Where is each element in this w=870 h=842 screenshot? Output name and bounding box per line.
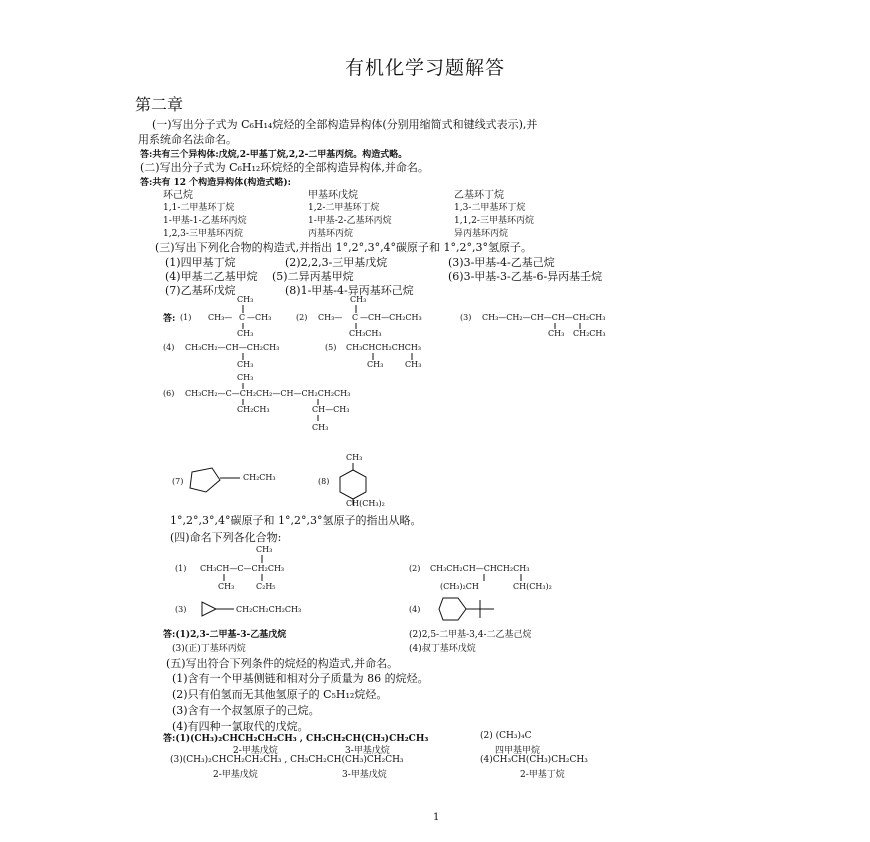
svg-text:CH₃: CH₃ bbox=[346, 453, 363, 462]
q4-answer-2: (2)2,5-二甲基-3,4-二乙基己烷 bbox=[409, 630, 532, 640]
svg-text:C: C bbox=[352, 313, 359, 322]
svg-text:CH₂CH₃: CH₂CH₃ bbox=[237, 405, 270, 414]
svg-text:CH₃CH₂—C—CH₂CH₂—CH—CH₂CH₂CH₃: CH₃CH₂—C—CH₂CH₂—CH—CH₂CH₂CH₃ bbox=[185, 389, 351, 398]
svg-text:CH₃: CH₃ bbox=[350, 295, 367, 304]
q5-answer-3-name: 2-甲基戊烷 bbox=[213, 770, 258, 780]
q2-header-3: 乙基环丁烷 bbox=[454, 190, 504, 201]
q2-cell: 1-甲基-2-乙基环丙烷 bbox=[308, 216, 392, 226]
formula-label-2: (2) bbox=[296, 313, 308, 322]
formula-label-8: (8) bbox=[318, 477, 330, 486]
q4-label-2: (2) bbox=[409, 564, 421, 573]
svg-text:CH₃—CH₂—CH—CH—CH₂CH₃: CH₃—CH₂—CH—CH—CH₂CH₃ bbox=[482, 313, 606, 322]
q2-cell: 1,1-二甲基环丁烷 bbox=[163, 203, 235, 213]
q5-answer-1-name: 2-甲基戊烷 bbox=[233, 746, 278, 756]
svg-text:(CH₃)₂CH: (CH₃)₂CH bbox=[440, 582, 479, 591]
q4-label-1: (1) bbox=[175, 564, 187, 573]
page-number: 1 bbox=[433, 812, 440, 823]
q2-prompt: (二)写出分子式为 C₆H₁₂环烷烃的全部构造异构体,并命名。 bbox=[140, 161, 429, 174]
svg-text:CH₃: CH₃ bbox=[237, 373, 254, 382]
svg-text:CH₂CH₂CH₂CH₃: CH₂CH₂CH₂CH₃ bbox=[236, 605, 302, 614]
q2-cell: 1,2,3-三甲基环丙烷 bbox=[163, 229, 243, 239]
q3-item: (2)2,2,3-三甲基戊烷 bbox=[285, 256, 388, 269]
q5-answer-2-name: 四甲基甲烷 bbox=[495, 746, 541, 756]
chapter-heading: 第二章 bbox=[135, 95, 184, 114]
q2-answer: 答:共有 12 个构造异构体(构造式略): bbox=[140, 178, 291, 188]
svg-text:CH₃—: CH₃— bbox=[318, 313, 343, 322]
svg-text:CH₃CHCH₂CHCH₃: CH₃CHCH₂CHCH₃ bbox=[346, 343, 422, 352]
q5-item: (2)只有伯氢而无其他氢原子的 C₅H₁₂烷烃。 bbox=[172, 688, 388, 701]
svg-text:CH₃: CH₃ bbox=[256, 545, 273, 554]
q5-prompt: (五)写出符合下列条件的烷烃的构造式,并命名。 bbox=[166, 657, 399, 670]
svg-text:CH₃: CH₃ bbox=[237, 295, 254, 304]
q3-item: (3)3-甲基-4-乙基己烷 bbox=[448, 256, 555, 269]
q5-answer-4-name: 2-甲基丁烷 bbox=[520, 770, 565, 780]
q3-prompt: (三)写出下列化合物的构造式,并指出 1°,2°,3°,4°碳原子和 1°,2°,3°氢原子。 bbox=[155, 241, 533, 254]
q4-label-3: (3) bbox=[175, 605, 187, 614]
q4-prompt: (四)命名下列各化合物: bbox=[170, 531, 282, 544]
q1-prompt-line1: (一)写出分子式为 C₆H₁₄烷烃的全部构造异构体(分别用缩简式和键线式表示),并 bbox=[152, 118, 538, 131]
svg-text:CH(CH₃)₂: CH(CH₃)₂ bbox=[513, 582, 552, 591]
q4-answer-3: (3)(正)丁基环丙烷 bbox=[172, 644, 246, 654]
q3-item: (4)甲基二乙基甲烷 bbox=[165, 270, 258, 283]
q2-cell: 异丙基环丙烷 bbox=[454, 229, 509, 239]
svg-text:CH₃—: CH₃— bbox=[208, 313, 233, 322]
q2-header-2: 甲基环戊烷 bbox=[308, 190, 358, 201]
svg-text:CH₃: CH₃ bbox=[237, 360, 254, 369]
formula-label-3: (3) bbox=[460, 313, 472, 322]
formula-label-6: (6) bbox=[163, 389, 175, 398]
svg-text:CH₃CH₂CH—CHCH₂CH₃: CH₃CH₂CH—CHCH₂CH₃ bbox=[430, 564, 530, 573]
svg-text:CH₃: CH₃ bbox=[237, 329, 254, 338]
q2-header-1: 环己烷 bbox=[163, 190, 193, 201]
formula-label-1: (1) bbox=[180, 313, 192, 322]
q4-label-4: (4) bbox=[409, 605, 421, 614]
q5-answer-3: (3)(CH₃)₂CHCH₂CH₂CH₃ , CH₃CH₂CH(CH₃)CH₂CH₃ bbox=[170, 755, 404, 765]
q3-answer-prefix: 答: bbox=[163, 314, 176, 324]
q5-item: (1)含有一个甲基侧链和相对分子质量为 86 的烷烃。 bbox=[172, 672, 429, 685]
q3-item: (1)四甲基丁烷 bbox=[165, 256, 236, 269]
q4-answer-4: (4)叔丁基环戊烷 bbox=[409, 644, 476, 654]
q3-item: (8)1-甲基-4-异丙基环己烷 bbox=[285, 284, 414, 297]
svg-text:CH₃: CH₃ bbox=[312, 423, 329, 432]
q1-answer: 答:共有三个异构体:戊烷,2-甲基丁烷,2,2-二甲基丙烷。构造式略。 bbox=[140, 150, 408, 160]
q2-cell: 1,2-二甲基环丁烷 bbox=[308, 203, 380, 213]
q1-prompt-line2: 用系统命名法命名。 bbox=[138, 133, 237, 146]
q3-item: (7)乙基环戊烷 bbox=[165, 284, 236, 297]
q5-answer-1-name: 3-甲基戊烷 bbox=[345, 746, 390, 756]
svg-text:CH—CH₃: CH—CH₃ bbox=[312, 405, 350, 414]
svg-text:CH₃CH₃: CH₃CH₃ bbox=[349, 329, 382, 338]
svg-text:—CH₃: —CH₃ bbox=[247, 313, 272, 322]
q4-answer-1: 答:(1)2,3-二甲基-3-乙基戊烷 bbox=[163, 630, 287, 640]
svg-text:CH₃: CH₃ bbox=[218, 582, 235, 591]
svg-text:CH₃: CH₃ bbox=[367, 360, 384, 369]
svg-text:C₂H₅: C₂H₅ bbox=[256, 582, 276, 591]
formula-label-5: (5) bbox=[325, 343, 337, 352]
q2-cell: 1-甲基-1-乙基环丙烷 bbox=[163, 216, 247, 226]
svg-text:CH₂CH₃: CH₂CH₃ bbox=[243, 473, 276, 482]
q2-cell: 丙基环丙烷 bbox=[308, 229, 354, 239]
q5-answer-4: (4)CH₃CH(CH₃)CH₂CH₃ bbox=[480, 755, 588, 765]
q3-item: (5)二异丙基甲烷 bbox=[272, 270, 354, 283]
q5-answer-3-name: 3-甲基戊烷 bbox=[342, 770, 387, 780]
q3-note: 1°,2°,3°,4°碳原子和 1°,2°,3°氢原子的指出从略。 bbox=[170, 514, 422, 527]
q2-cell: 1,1,2-三甲基环丙烷 bbox=[454, 216, 534, 226]
svg-text:CH₃: CH₃ bbox=[405, 360, 422, 369]
svg-text:C: C bbox=[239, 313, 246, 322]
formula-label-4: (4) bbox=[163, 343, 175, 352]
q3-item: (6)3-甲基-3-乙基-6-异丙基壬烷 bbox=[448, 270, 603, 283]
svg-text:CH₃CH—C—CH₂CH₃: CH₃CH—C—CH₂CH₃ bbox=[200, 564, 285, 573]
q2-cell: 1,3-二甲基环丁烷 bbox=[454, 203, 526, 213]
svg-text:—CH—CH₂CH₃: —CH—CH₂CH₃ bbox=[360, 313, 422, 322]
q5-item: (4)有四种一氯取代的戊烷。 bbox=[172, 720, 309, 733]
q5-answer-2: (2) (CH₃)₄C bbox=[480, 731, 532, 741]
svg-text:CH₂CH₃: CH₂CH₃ bbox=[573, 329, 606, 338]
q5-item: (3)含有一个叔氢原子的己烷。 bbox=[172, 704, 320, 717]
svg-text:CH₃: CH₃ bbox=[548, 329, 565, 338]
svg-text:CH₃CH₂—CH—CH₂CH₃: CH₃CH₂—CH—CH₂CH₃ bbox=[185, 343, 280, 352]
q5-answer-1: 答:(1)(CH₃)₂CHCH₂CH₂CH₃ , CH₃CH₂CH(CH₃)CH₂CH₃ bbox=[163, 734, 429, 744]
formula-label-7: (7) bbox=[172, 477, 184, 486]
page-title: 有机化学习题解答 bbox=[345, 57, 506, 79]
svg-text:CH(CH₃)₂: CH(CH₃)₂ bbox=[346, 499, 385, 508]
